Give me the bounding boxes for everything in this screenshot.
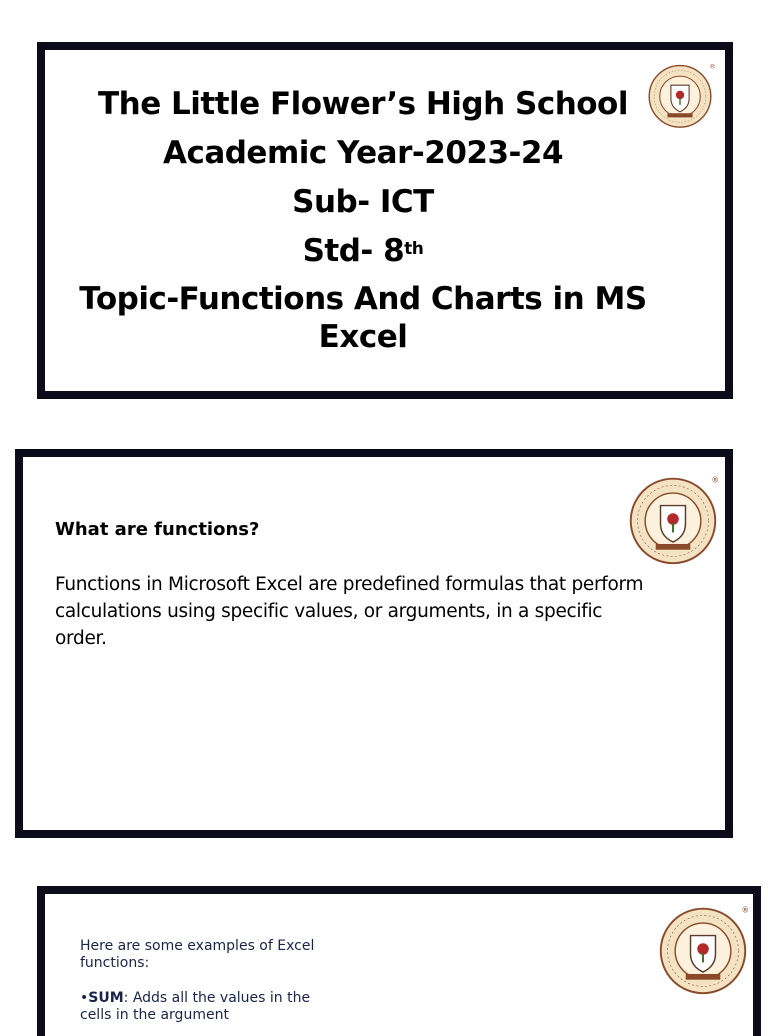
title-slide [37, 42, 733, 399]
slide-body: Functions in Microsoft Excel are predefined formulas that perform calculations using specific values, or arguments, in a specific order. [55, 574, 644, 649]
list-item [80, 990, 340, 1024]
academic-year: Academic Year-2023-24 [162, 135, 564, 171]
slide-heading: What are functions? [55, 519, 260, 540]
topic [45, 280, 681, 356]
school-crest-icon [655, 901, 751, 997]
topic-line-2: Excel [318, 319, 408, 355]
svg-text:®: ® [741, 905, 750, 915]
subject: Sub- ICT [292, 184, 434, 220]
svg-text:®: ® [709, 63, 716, 71]
school-crest-icon [645, 60, 715, 130]
school-crest-icon [625, 471, 721, 567]
school-name: The Little Flower’s High School [98, 86, 628, 122]
topic-line-1: Topic-Functions And Charts in MS [79, 281, 647, 317]
examples-intro: Here are some examples of Excel functions: [80, 938, 315, 971]
standard-suffix: th [404, 239, 424, 259]
school-logo [645, 60, 715, 130]
title-block [45, 80, 681, 356]
functions-slide [15, 449, 733, 838]
function-name: SUM [88, 990, 124, 1006]
school-logo [625, 471, 721, 567]
standard [45, 227, 681, 276]
examples-slide [37, 886, 761, 1036]
bullet: • [80, 990, 89, 1006]
function-description: : Adds all the values in the cells in the argument [80, 990, 311, 1023]
standard-value: Std- 8 [302, 233, 405, 269]
svg-text:®: ® [711, 475, 720, 485]
school-logo [655, 901, 751, 997]
